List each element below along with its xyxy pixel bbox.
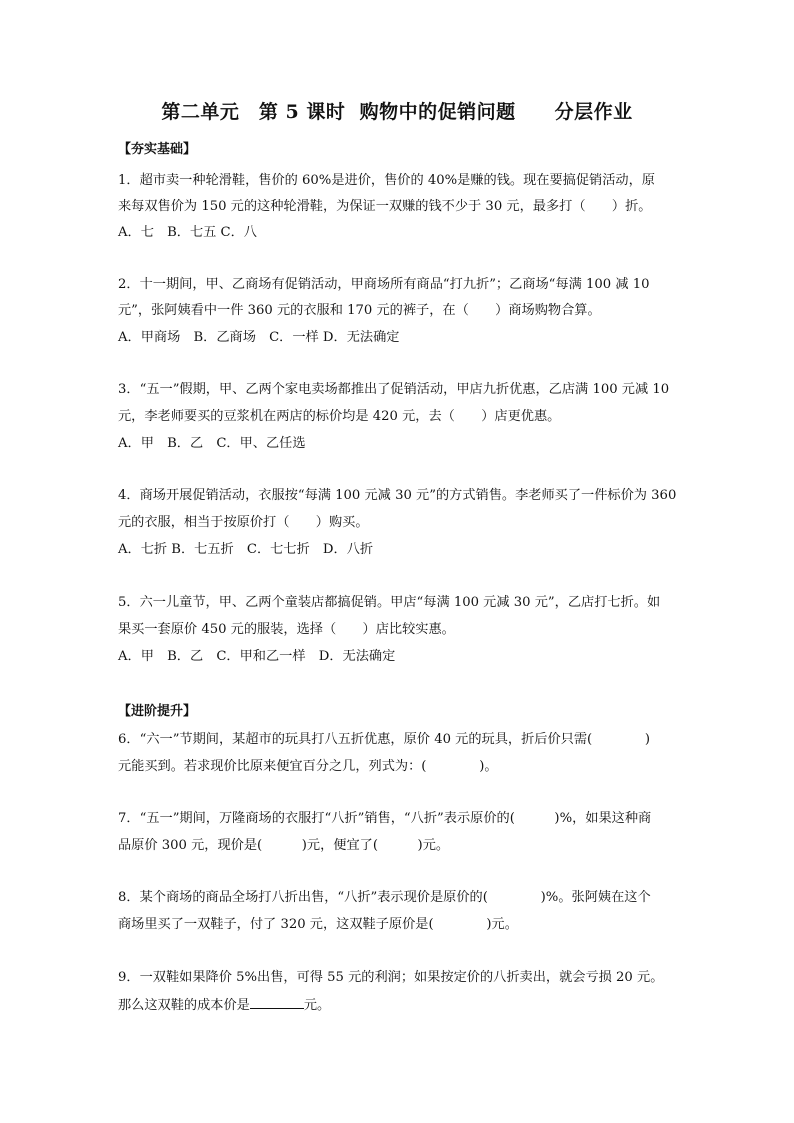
question-3-line-2: 元，李老师要买的豆浆机在两店的标价均是 420 元，去（ ）店更优惠。 — [118, 409, 561, 424]
question-5-line-1: 5．六一儿童节，甲、乙两个童装店都搞促销。甲店“每满 100 元减 30 元”，乙店打七折。如 — [118, 595, 661, 610]
answer-blank — [250, 996, 304, 1009]
question-9-line-1: 9．一双鞋如果降价 5%出售，可得 55 元的利润；如果按定价的八折卖出，就会亏损 20 元。 — [118, 970, 664, 985]
question-7-line-1: 7．“五一”期间，万隆商场的衣服打“八折”销售，“八折”表示原价的( )%，如果这种商 — [118, 811, 652, 826]
question-3-line-1: 3．“五一”假期，甲、乙两个家电卖场都推出了促销活动，甲店九折优惠，乙店满 100 元减 10 — [118, 382, 670, 397]
question-1-line-2: 来每双售价为 150 元的这种轮滑鞋，为保证一双赚的钱不少于 30 元，最多打（ ）折。 — [118, 199, 652, 214]
question-1-line-1: 1．超市卖一种轮滑鞋，售价的 60%是进价，售价的 40%是赚的钱。现在要搞促销活动，原 — [118, 173, 655, 188]
question-6-line-2: 元能买到。若求现价比原来便宜百分之几，列式为：( )。 — [118, 759, 498, 774]
question-2-options: A．甲商场 B．乙商场 C．一样 D．无法确定 — [118, 330, 400, 345]
question-4-line-2: 元的衣服，相当于按原价打（ ）购买。 — [118, 515, 369, 530]
question-5-options: A．甲 B．乙 C．甲和乙一样 D．无法确定 — [118, 649, 396, 664]
question-9-line-2 — [118, 996, 330, 1015]
question-2-line-2: 元”，张阿姨看中一件 360 元的衣服和 170 元的裤子，在（ ）商场购物合算。 — [118, 303, 601, 318]
question-8-line-2: 商场里买了一双鞋子，付了 320 元，这双鞋子原价是( )元。 — [118, 917, 518, 932]
question-6-line-1: 6．“六一”节期间，某超市的玩具打八五折优惠，原价 40 元的玩具，折后价只需( ) — [118, 732, 651, 747]
question-1-options: A．七 B．七五 C．八 — [118, 225, 257, 240]
question-3-options: A．甲 B．乙 C．甲、乙任选 — [118, 436, 306, 451]
question-2-line-1: 2．十一期间，甲、乙商场有促销活动，甲商场所有商品“打九折”；乙商场“每满 100 减 10 — [118, 277, 650, 292]
question-9-text-before-blank: 那么这双鞋的成本价是 — [118, 998, 250, 1013]
question-7-line-2: 品原价 300 元，现价是( )元，便宜了( )元。 — [118, 838, 450, 853]
page-title: 第二单元 第 5 课时 购物中的促销问题 分层作业 — [161, 101, 633, 123]
section-header-basic: 【夯实基础】 — [118, 142, 197, 157]
question-5-line-2: 果买一套原价 450 元的服装，选择（ ）店比较实惠。 — [118, 622, 455, 637]
section-header-advanced: 【进阶提升】 — [118, 704, 197, 719]
question-4-options: A．七折 B．七五折 C．七七折 D．八折 — [118, 542, 374, 557]
question-9-text-after-blank: 元。 — [303, 998, 331, 1013]
question-4-line-1: 4．商场开展促销活动，衣服按“每满 100 元减 30 元”的方式销售。李老师买了一件标价为 360 — [118, 488, 677, 503]
question-8-line-1: 8．某个商场的商品全场打八折出售，“八折”表示现价是原价的( )%。张阿姨在这个 — [118, 890, 651, 905]
